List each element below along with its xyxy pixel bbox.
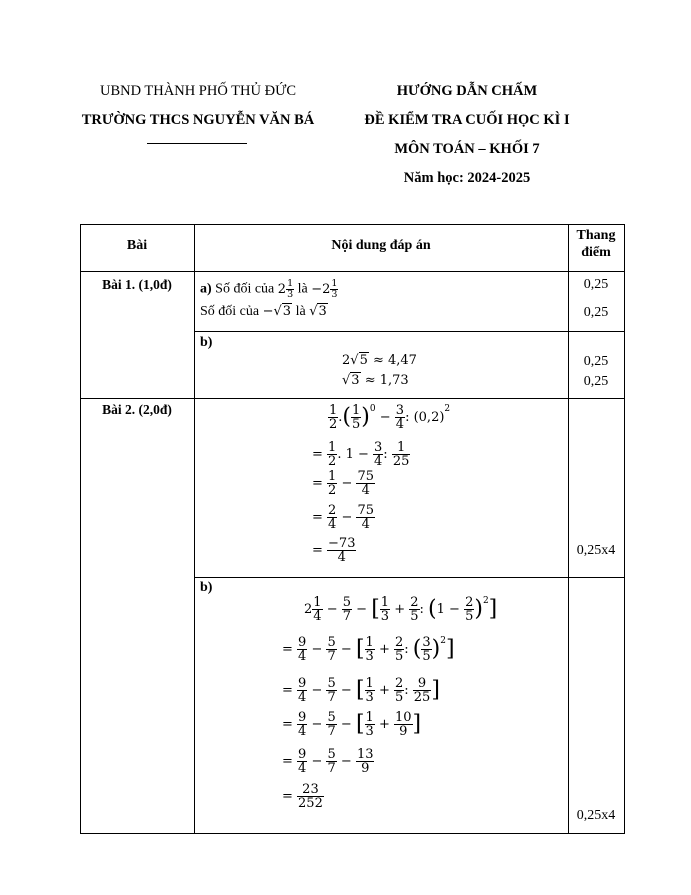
bai2-a-step-3: = $\frac{1}{2}$ − $\frac{75}{4}$ (312, 469, 375, 498)
bai1-a-text2: là (297, 281, 308, 297)
table-border-right (624, 224, 625, 834)
bai1-score-1: 0,25 (583, 277, 609, 292)
header-school: TRƯỜNG THCS NGUYỄN VĂN BÁ (81, 112, 315, 128)
bai1-a-opposite: −2 $\frac{1}{3}$ (311, 278, 338, 300)
bai1-score-2: 0,25 (583, 305, 609, 320)
bai1-b-eq1: 2√5 ≈ 4,47 (342, 353, 417, 368)
header-doc-type: HƯỚNG DẪN CHẤM (396, 83, 538, 99)
bai1-a-sqrt: √3 (309, 304, 327, 319)
column-header-content: Nội dung đáp án (331, 238, 431, 253)
bai1-b-eq2-value: ≈ 1,73 (364, 373, 409, 388)
bai1-label: Bài 1. (1,0đ) (102, 277, 172, 292)
bai1-b-eq1-value: ≈ 4,47 (372, 353, 417, 368)
column-header-bai: Bài (126, 238, 148, 253)
bai2-a-step-4: = $\frac{2}{4}$ − $\frac{75}{4}$ (312, 503, 375, 532)
bai2-b-step-4: = $\frac{9}{4}$ − $\frac{5}{7}$ − [ $\frac{1}{3}$ + $\frac{10}{9}$ ] (282, 710, 422, 739)
header-authority: UBND THÀNH PHỐ THỦ ĐỨC (99, 83, 296, 99)
bai2-a-score: 0,25x4 (576, 543, 616, 558)
bai2-b-step-5: = $\frac{9}{4}$ − $\frac{5}{7}$ − $\frac{13}{9}$ (282, 747, 374, 776)
row-divider-bai1a (194, 331, 625, 332)
bai2-a-step-2: = $\frac{1}{2}$ . 1 − $\frac{3}{4}$ : $\frac{1}{25}$ (312, 440, 410, 469)
bai2-b-step-2: = $\frac{9}{4}$ − $\frac{5}{7}$ − [ $\frac{1}{3}$ + $\frac{2}{5}$ : ( $\frac{3}{5}$ )$^2$] (282, 635, 455, 664)
bai2-a-step-5: = $\frac{-73}{4}$ (312, 536, 356, 565)
header-school-year: Năm học: 2024-2025 (403, 170, 531, 186)
row-divider-header (80, 271, 625, 272)
header-subject: MÔN TOÁN – KHỐI 7 (394, 141, 540, 157)
bai1-a-text1: Số đối của (215, 281, 275, 297)
column-header-score-line1: Thang (576, 228, 616, 243)
bai1-a-mixed-number: 2 $\frac{1}{3}$ (277, 278, 294, 300)
header-exam-name: ĐỀ KIỂM TRA CUỐI HỌC KÌ I (364, 112, 570, 128)
answer-table (80, 224, 625, 834)
table-border-bottom (80, 833, 625, 834)
column-header-score-line2: điểm (581, 244, 611, 260)
bai2-a-step-1: $\frac{1}{2}$ .( $\frac{1}{5}$ )$^0$ − $\frac{3}{4}$ : $(0,2)^2$ (329, 403, 451, 432)
column-divider-1 (194, 224, 195, 834)
bai1-score-4: 0,25 (583, 374, 609, 389)
bai2-b-label: b) (200, 580, 213, 595)
table-border-top (80, 224, 625, 225)
column-header-score (568, 228, 624, 262)
table-border-left (80, 224, 81, 834)
bai2-b-step-3: = $\frac{9}{4}$ − $\frac{5}{7}$ − [ $\frac{1}{3}$ + $\frac{2}{5}$ : $\frac{9}{25}$ ] (282, 676, 440, 705)
bai1-b-eq2: √3 ≈ 1,73 (342, 373, 409, 388)
bai1-a-neg-sqrt: −√3 (262, 304, 292, 319)
row-divider-bai2a (194, 577, 625, 578)
bai2-b-score: 0,25x4 (576, 808, 616, 823)
bai1-a-text3: Số đối của (200, 304, 260, 319)
bai2-b-step-6: = $\frac{23}{252}$ (282, 782, 323, 811)
bai2-label: Bài 2. (2,0đ) (102, 402, 172, 417)
bai1-b-label: b) (200, 335, 213, 350)
bai1-a-line2 (200, 304, 560, 320)
row-divider-bai1 (80, 398, 625, 399)
bai1-a-label: a) (200, 281, 212, 297)
header-divider (147, 143, 247, 144)
bai1-a-text4: là (295, 304, 306, 319)
bai1-score-3: 0,25 (583, 354, 609, 369)
bai2-b-step-1: 2 $\frac{1}{4}$ − $\frac{5}{7}$ − [ $\frac{1}{3}$ + $\frac{2}{5}$ : (1 − $\frac{2}{5}$ )$^2$] (304, 595, 498, 624)
bai1-a-line1 (200, 279, 560, 299)
